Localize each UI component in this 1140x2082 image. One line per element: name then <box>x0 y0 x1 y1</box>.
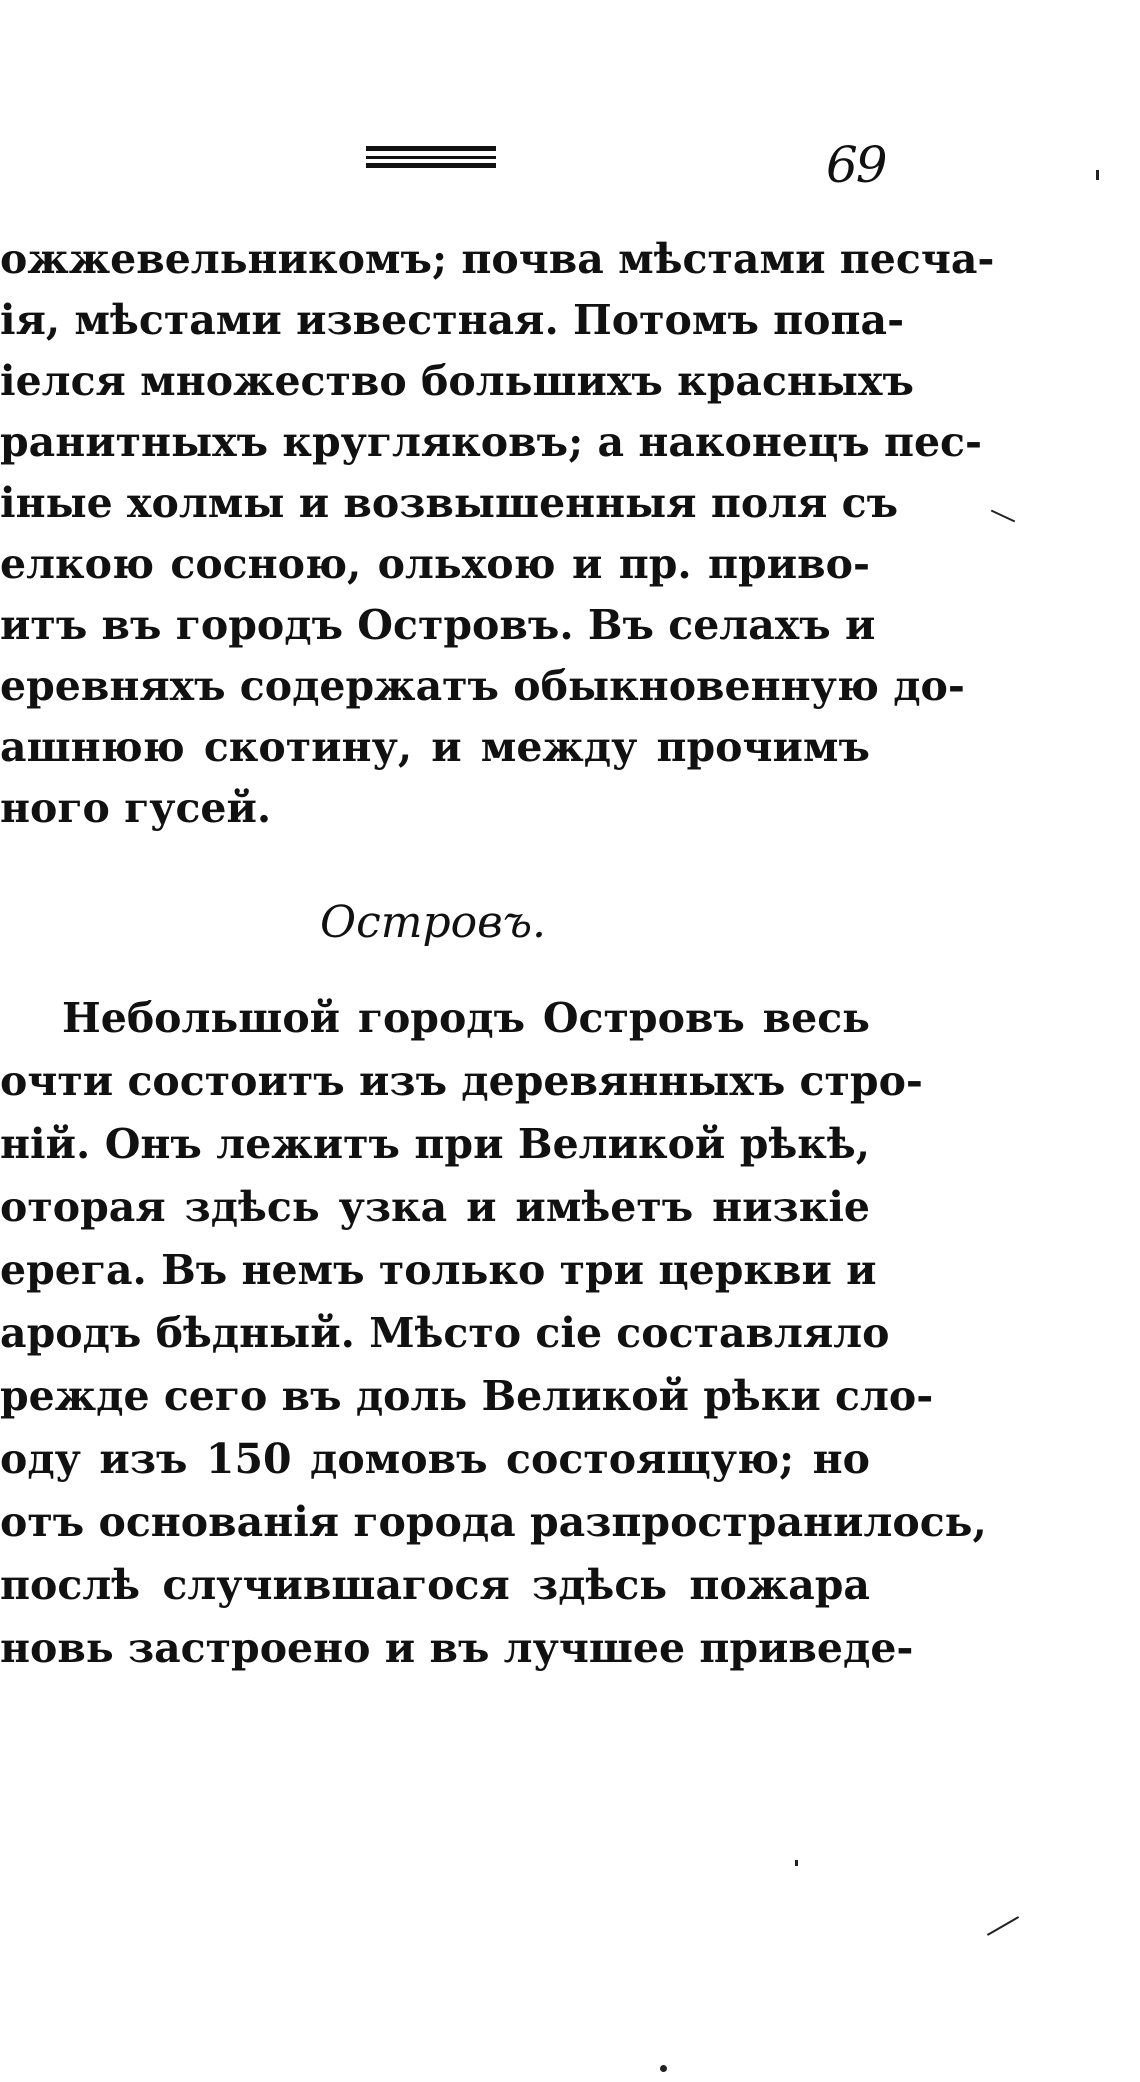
header-ornament-rule <box>366 146 496 168</box>
text-line: іные холмы и возвышенныя поля съ <box>0 479 899 527</box>
text-line: очти состоитъ изъ деревянныхъ стро- <box>0 1057 923 1105</box>
text-line: іелся множество большихъ красныхъ <box>0 357 914 405</box>
text-line: послѣ случившагося здѣсь пожара <box>0 1561 870 1609</box>
rule-bar <box>366 156 496 159</box>
text-line: режде сего въ доль Великой рѣки сло- <box>0 1372 934 1420</box>
page-number: 69 <box>826 136 886 194</box>
text-line: елкою сосною, ольхою и пр. приво- <box>0 540 870 588</box>
section-heading: Островъ. <box>320 897 547 948</box>
text-line: ародъ бѣдный. Мѣсто сіе составляло <box>0 1309 890 1357</box>
paper-speck <box>987 1916 1019 1936</box>
text-line: ожжевельникомъ; почва мѣстами песча- <box>0 235 995 283</box>
paper-speck <box>1096 170 1099 180</box>
rule-bar <box>366 146 496 151</box>
text-line: ранитныхъ кругляковъ; а наконецъ пес- <box>0 418 983 466</box>
text-line: новь застроено и въ лучшее приведе- <box>0 1624 914 1672</box>
text-line: оду изъ 150 домовъ состоящую; но <box>0 1435 870 1483</box>
text-line: Небольшой городъ Островъ весь <box>62 994 870 1042</box>
text-line: ашнюю скотину, и между прочимъ <box>0 723 870 771</box>
rule-bar <box>366 163 496 168</box>
paper-speck <box>795 1860 798 1866</box>
paper-speck <box>991 510 1015 523</box>
text-line: ній. Онъ лежитъ при Великой рѣкѣ, <box>0 1120 870 1168</box>
text-line: ерега. Въ немъ только три церкви и <box>0 1246 877 1294</box>
text-line: итъ въ городъ Островъ. Въ селахъ и <box>0 601 876 649</box>
text-line: отъ основанія города разпространилось, <box>0 1498 987 1546</box>
text-line: еревняхъ содержатъ обыкновенную до- <box>0 662 965 710</box>
text-line: оторая здѣсь узка и имѣетъ низкіе <box>0 1183 870 1231</box>
text-line: ного гусей. <box>0 784 272 832</box>
text-line: ія, мѣстами известная. Потомъ попа- <box>0 296 905 344</box>
paper-speck <box>660 2065 667 2072</box>
